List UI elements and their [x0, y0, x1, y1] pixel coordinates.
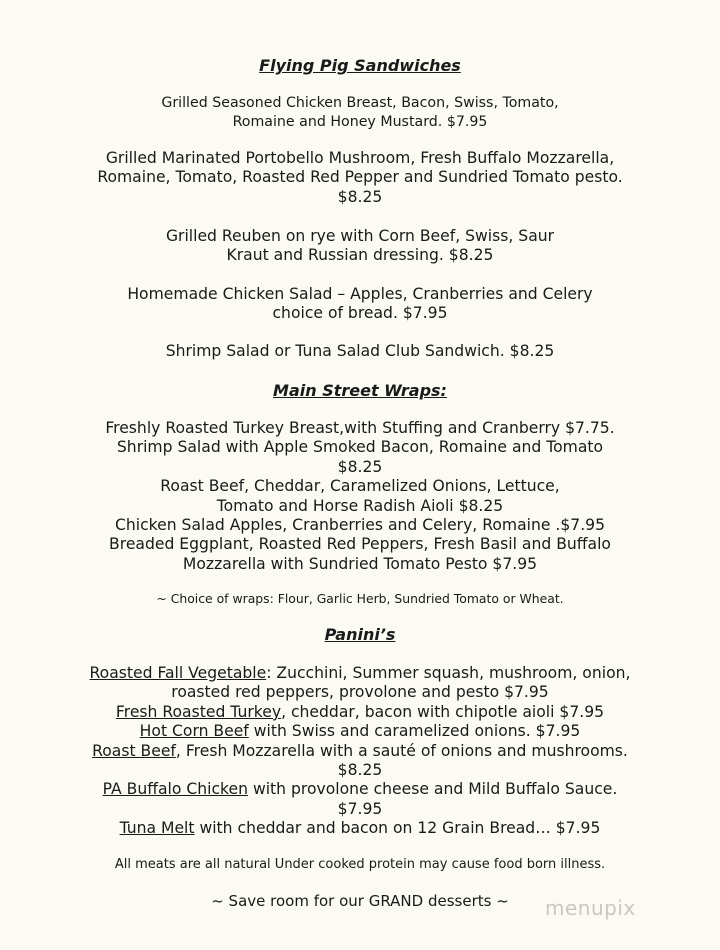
- panini-item-1: [0, 664, 720, 683]
- panini-item-2-name: Fresh Roasted Turkey: [115, 702, 282, 721]
- panini-list: [0, 664, 720, 839]
- sandwich-item-3-line-2: Kraut and Russian dressing. $8.25: [226, 246, 494, 265]
- panini-item-2-desc: , cheddar, bacon with chipotle aioli $7.95: [281, 702, 605, 721]
- sandwich-item-2-line-3: $8.25: [337, 187, 383, 206]
- panini-item-5-desc: with provolone cheese and Mild Buffalo Sauce.: [248, 780, 618, 799]
- wraps-choice-note: ~ Choice of wraps: Flour, Garlic Herb, Sundried Tomato or Wheat.: [156, 591, 564, 606]
- sandwich-item-1: [0, 94, 720, 132]
- wrap-line-7: Breaded Eggplant, Roasted Red Peppers, Fresh Basil and Buffalo: [109, 535, 611, 554]
- wrap-line-3: $8.25: [337, 457, 383, 476]
- panini-item-2: [0, 703, 720, 722]
- panini-item-5-name: PA Buffalo Chicken: [102, 780, 249, 799]
- panini-item-1-cont: roasted red peppers, provolone and pesto $7.95: [171, 683, 549, 702]
- panini-item-4-cont: $8.25: [337, 761, 383, 780]
- wrap-line-4: Roast Beef, Cheddar, Caramelized Onions, Lettuce,: [160, 477, 560, 496]
- sandwich-item-2-line-2: Romaine, Tomato, Roasted Red Pepper and Sundried Tomato pesto.: [97, 168, 623, 187]
- sandwich-item-3: [0, 227, 720, 266]
- panini-item-3-name: Hot Corn Beef: [139, 722, 249, 741]
- wrap-line-5: Tomato and Horse Radish Aioli $8.25: [216, 496, 504, 515]
- sandwich-item-2: [0, 149, 720, 207]
- food-safety-notice: All meats are all natural Under cooked protein may cause food born illness.: [114, 857, 606, 872]
- section-title-panini: Panini’s: [324, 625, 396, 644]
- panini-item-4: [0, 742, 720, 761]
- sandwich-item-3-line-1: Grilled Reuben on rye with Corn Beef, Swiss, Saur: [165, 227, 555, 245]
- panini-item-5: [0, 780, 720, 799]
- sandwich-item-4-line-2: choice of bread. $7.95: [272, 304, 448, 323]
- panini-item-6-desc: with cheddar and bacon on 12 Grain Bread… $7.95: [194, 819, 601, 838]
- wrap-line-1: Freshly Roasted Turkey Breast,with Stuffing and Cranberry $7.75.: [105, 419, 615, 437]
- sandwich-item-1-line-1: Grilled Seasoned Chicken Breast, Bacon, Swiss, Tomato,: [161, 95, 559, 111]
- menupix-watermark: menupix: [545, 896, 636, 920]
- panini-item-6-name: Tuna Melt: [119, 819, 195, 838]
- sandwich-item-1-line-2: Romaine and Honey Mustard. $7.95: [232, 114, 488, 130]
- desserts-note: ~ Save room for our GRAND desserts ~: [211, 892, 509, 910]
- panini-item-1-desc: : Zucchini, Summer squash, mushroom, onion,: [266, 664, 631, 682]
- panini-item-4-name: Roast Beef: [92, 741, 176, 760]
- panini-item-3: [0, 722, 720, 741]
- sandwich-item-4: [0, 285, 720, 324]
- sandwich-item-5: [0, 342, 720, 361]
- wraps-list: [0, 419, 720, 574]
- panini-item-5-cont: $7.95: [337, 799, 383, 818]
- panini-item-4-desc: , Fresh Mozzarella with a sauté of onions and mushrooms.: [175, 741, 628, 760]
- panini-item-3-desc: with Swiss and caramelized onions. $7.95: [248, 722, 581, 741]
- sandwich-item-5-line-1: Shrimp Salad or Tuna Salad Club Sandwich. $8.25: [165, 342, 555, 360]
- panini-item-6: [0, 819, 720, 838]
- sandwich-item-2-line-1: Grilled Marinated Portobello Mushroom, Fresh Buffalo Mozzarella,: [105, 149, 615, 167]
- sandwich-item-4-line-1: Homemade Chicken Salad – Apples, Cranberries and Celery: [127, 285, 593, 303]
- wrap-line-8: Mozzarella with Sundried Tomato Pesto $7.95: [182, 554, 538, 573]
- section-title-sandwiches: Flying Pig Sandwiches: [259, 56, 461, 75]
- panini-item-1-name: Roasted Fall Vegetable: [89, 664, 267, 682]
- section-title-wraps: Main Street Wraps:: [273, 381, 447, 400]
- wrap-line-2: Shrimp Salad with Apple Smoked Bacon, Romaine and Tomato: [116, 438, 604, 457]
- wrap-line-6: Chicken Salad Apples, Cranberries and Celery, Romaine .$7.95: [114, 516, 606, 535]
